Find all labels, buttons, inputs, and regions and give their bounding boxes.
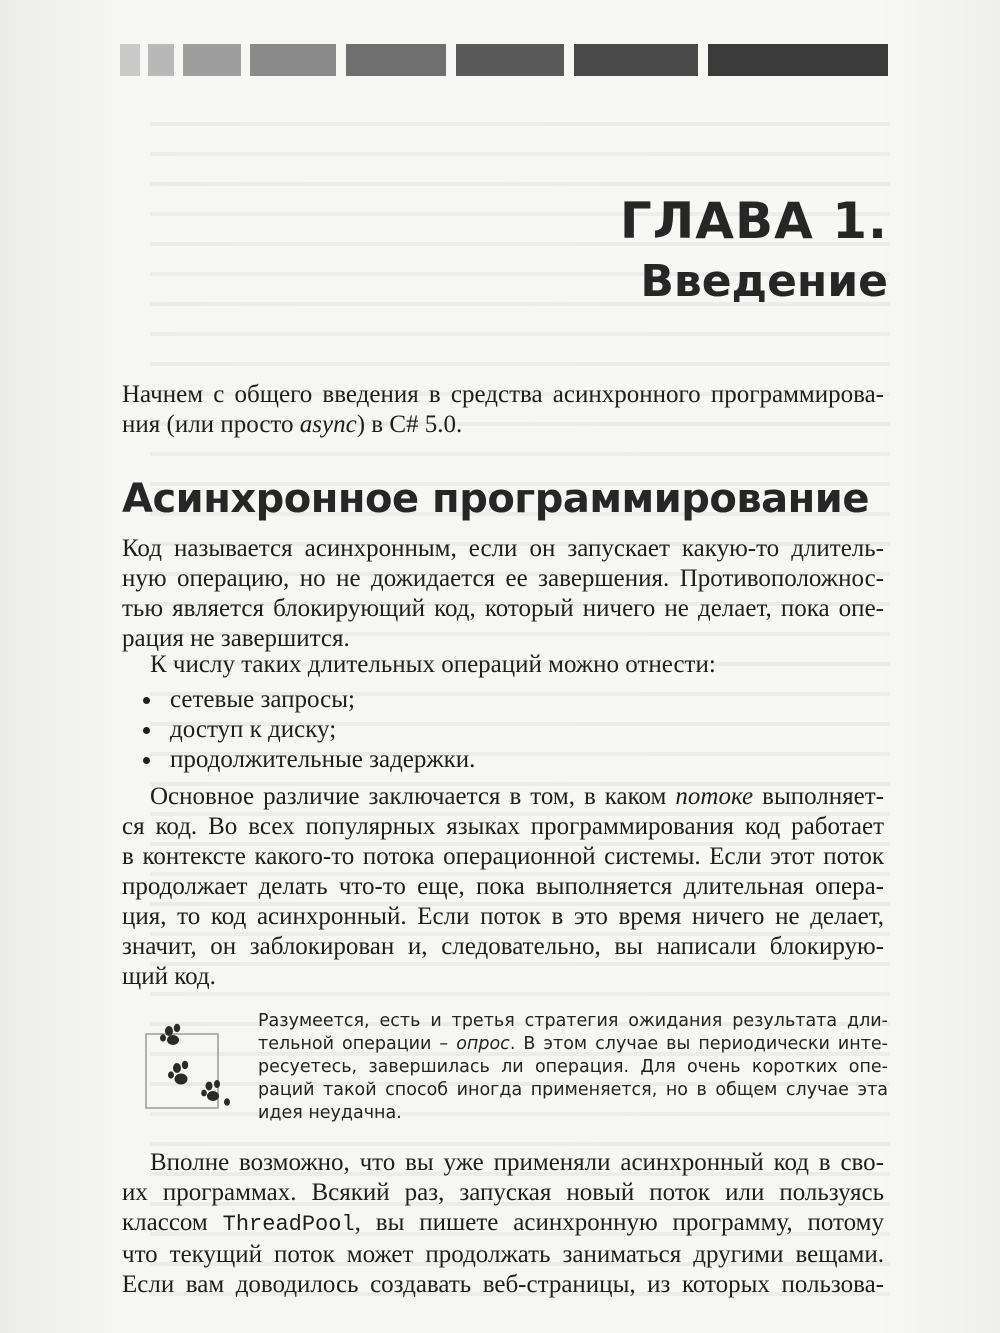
text-line: идея неудачна. <box>258 1103 402 1123</box>
text-fragment: . В этом случае вы периодически инте- <box>509 1034 888 1054</box>
header-bar-segment <box>456 44 564 76</box>
text-line <box>122 1208 884 1240</box>
text-line: Разумеется, есть и третья стратегия ожидания результата дли- <box>258 1011 888 1031</box>
list-item-text: сетевые запросы; <box>170 686 355 713</box>
text-line: ную операцию, но не дожидается ее завершения. Противоположнос- <box>122 565 884 592</box>
text-fragment: , вы пишете асинхронную программу, потому <box>354 1209 885 1236</box>
intro-paragraph <box>122 380 884 440</box>
header-bar-segment <box>574 44 698 76</box>
text-line: в контексте какого-то потока операционной системы. Если этот поток <box>122 843 884 870</box>
text-line: щий код. <box>122 963 216 990</box>
operations-list <box>122 685 884 775</box>
header-bar-segment <box>183 44 241 76</box>
text-line: значит, он заблокирован и, следовательно, вы написали блокирую- <box>122 933 884 960</box>
text-fragment: Основное различие заключается в том, в каком <box>150 783 676 810</box>
header-bar-segment <box>250 44 336 76</box>
header-bar-segment <box>148 44 174 76</box>
chapter-heading <box>619 192 888 307</box>
text-line: тью является блокирующий код, который ничего не делает, пока опе- <box>122 595 884 622</box>
paragraph-async-definition <box>122 534 884 654</box>
emphasis-text: async <box>299 411 357 438</box>
code-text: ThreadPool <box>222 1212 355 1237</box>
list-item <box>122 685 884 715</box>
list-item <box>122 745 884 775</box>
chapter-number: ГЛАВА 1. <box>619 192 888 250</box>
text-line: раций такой способ иногда применяется, но в общем случае эта <box>258 1080 888 1100</box>
header-bar-segment <box>346 44 446 76</box>
chapter-title: Введение <box>640 256 888 307</box>
bullet-icon <box>143 757 150 764</box>
list-item-text: доступ к диску; <box>170 716 337 743</box>
text-line: Вполне возможно, что вы уже применяли асинхронный код в сво- <box>150 1149 884 1176</box>
emphasis-text: опрос <box>456 1034 510 1054</box>
text-line: Начнем с общего введения в средства асинхронного программирова- <box>122 381 884 408</box>
text-fragment: выполняет- <box>753 783 884 810</box>
text-fragment: ) в C# 5.0. <box>356 411 463 438</box>
text-line <box>258 1033 888 1056</box>
chapter-header-bar <box>120 44 888 76</box>
paw-prints-icon <box>143 1022 235 1114</box>
text-line: рация не завершится. <box>122 625 350 652</box>
text-line: Код называется асинхронным, если он запускает какую-то длитель- <box>122 535 884 562</box>
text-line: ся код. Во всех популярных языках программирования код работает <box>122 813 884 840</box>
text-line: ция, то код асинхронный. Если поток в это время ничего не делает, <box>122 903 884 930</box>
text-line: Если вам доводилось создавать веб-страницы, из которых пользова- <box>122 1271 884 1298</box>
text-fragment: ния (или просто <box>122 411 300 438</box>
emphasis-text: потоке <box>675 783 754 810</box>
bullet-icon <box>143 697 150 704</box>
text-line: ресуетесь, завершилась ли операция. Для очень коротких опе- <box>258 1057 888 1077</box>
text-line: К числу таких длительных операций можно отнести: <box>150 651 716 678</box>
text-line <box>122 410 884 440</box>
text-fragment: тельной операции – <box>258 1034 457 1054</box>
text-line <box>122 782 884 812</box>
list-item-text: продолжительные задержки. <box>170 746 476 773</box>
bullet-icon <box>143 727 150 734</box>
paragraph-thread-difference <box>122 782 884 992</box>
note-callout <box>258 1010 888 1125</box>
text-line: что текущий поток может продолжать заниматься другими вещами. <box>122 1241 884 1268</box>
header-bar-segment <box>120 44 140 76</box>
text-fragment: классом <box>122 1209 223 1236</box>
text-line: продолжает делать что-то еще, пока выполняется длительная опера- <box>122 873 884 900</box>
paragraph-operations-intro <box>150 650 884 680</box>
header-bar-segment <box>708 44 888 76</box>
paragraph-threadpool <box>122 1148 884 1300</box>
list-item <box>122 715 884 745</box>
section-title: Асинхронное программирование <box>122 476 869 522</box>
text-line: их программах. Всякий раз, запуская новый поток или пользуясь <box>122 1179 884 1206</box>
